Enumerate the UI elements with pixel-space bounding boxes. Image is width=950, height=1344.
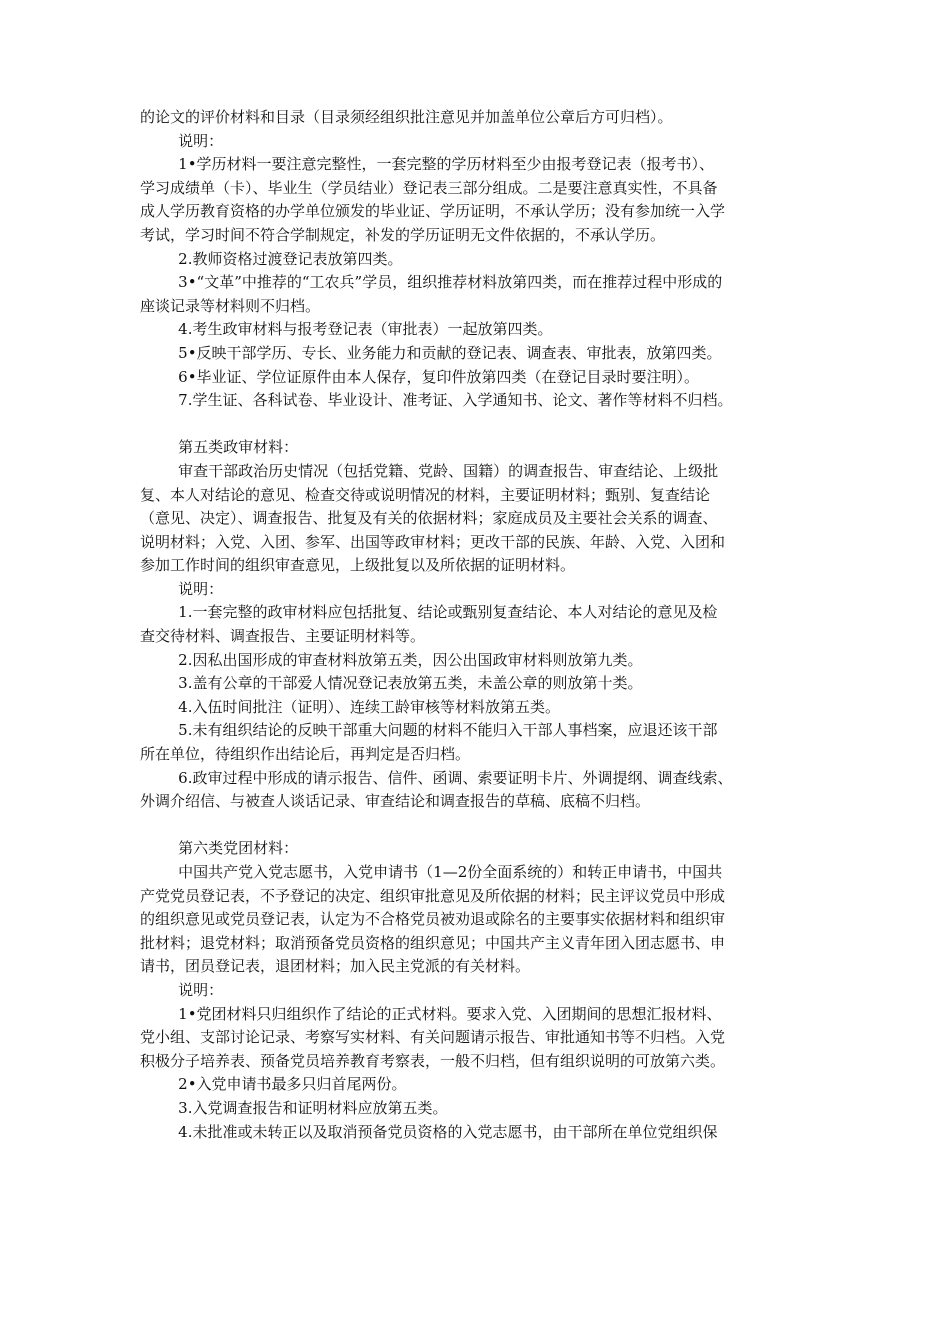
text-line: 3.入党调查报告和证明材料应放第五类。	[140, 1098, 448, 1117]
text-line: 2.教师资格过渡登记表放第四类。	[140, 249, 403, 268]
text-line: 座谈记录等材料则不归档。	[140, 296, 321, 315]
text-line: 产党党员登记表，不予登记的决定、组织审批意见及所依据的材料；民主评议党员中形成	[140, 886, 726, 905]
text-line: 复、本人对结论的意见、检查交待或说明情况的材料，主要证明材料；甄别、复查结论	[140, 485, 711, 504]
section-gap	[140, 814, 830, 838]
text-line: 5.未有组织结论的反映干部重大问题的材料不能归入干部人事档案，应退还该干部	[140, 721, 718, 740]
text-line: 第六类党团材料：	[140, 839, 299, 858]
section-gap	[140, 413, 830, 437]
text-line: 3•“文革”中推荐的“工农兵”学员，组织推荐材料放第四类，而在推荐过程中形成的	[140, 273, 723, 292]
text-line: 7.学生证、各科试卷、毕业设计、准考证、入学通知书、论文、著作等材料不归档。	[140, 391, 733, 410]
text-line: 所在单位，待组织作出结论后，再判定是否归档。	[140, 745, 471, 764]
text-line: 6•毕业证、学位证原件由本人保存，复印件放第四类（在登记目录时要注明）。	[140, 367, 700, 386]
text-line: （意见、决定）、调查报告、批复及有关的依据材料；家庭成员及主要社会关系的调查、	[140, 509, 718, 528]
document-page	[140, 106, 830, 1144]
text-line: 4.未批准或未转正以及取消预备党员资格的入党志愿书，由干部所在单位党组织保	[140, 1122, 718, 1141]
text-line: 中国共产党入党志愿书，入党申请书（1—2份全面系统的）和转正申请书，中国共	[140, 863, 723, 881]
text-line: 2•入党申请书最多只归首尾两份。	[140, 1075, 407, 1094]
text-line: 4.考生政审材料与报考登记表（审批表）一起放第四类。	[140, 320, 553, 339]
text-line: 说明：	[140, 980, 224, 999]
text-line: 说明材料；入党、入团、参军、出国等政审材料；更改干部的民族、年龄、入党、入团和	[140, 532, 726, 551]
text-line: 学习成绩单（卡）、毕业生（学员结业）登记表三部分组成。二是要注意真实性，不具备	[140, 178, 718, 197]
text-line: 5•反映干部学历、专长、业务能力和贡献的登记表、调查表、审批表，放第四类。	[140, 343, 722, 362]
text-line: 查交待材料、调查报告、主要证明材料等。	[140, 627, 426, 646]
text-line: 的论文的评价材料和目录（目录须经组织批注意见并加盖单位公章后方可归档）。	[140, 108, 673, 126]
text-line: 4.入伍时间批注（证明）、连续工龄审核等材料放第五类。	[140, 697, 560, 716]
political-review-section	[140, 436, 830, 814]
degree-materials-section	[140, 106, 830, 413]
text-line: 积极分子培养表、预备党员培养教育考察表，一般不归档，但有组织说明的可放第六类。	[140, 1051, 726, 1070]
text-line: 成人学历教育资格的办学单位颁发的毕业证、学历证明，不承认学历；没有参加统一入学	[140, 202, 726, 221]
text-line: 6.政审过程中形成的请示报告、信件、函调、索要证明卡片、外调提纲、调查线索、	[140, 768, 733, 787]
text-line: 3.盖有公章的干部爱人情况登记表放第五类，未盖公章的则放第十类。	[140, 674, 643, 693]
text-line: 第五类政审材料：	[140, 438, 299, 457]
text-line: 请书，团员登记表，退团材料；加入民主党派的有关材料。	[140, 957, 531, 976]
text-line: 的组织意见或党员登记表，认定为不合格党员被劝退或除名的主要事实依据材料和组织审	[140, 910, 726, 929]
text-line: 批材料；退党材料；取消预备党员资格的组织意见；中国共产主义青年团入团志愿书、申	[140, 933, 726, 952]
text-line: 2.因私出国形成的审查材料放第五类，因公出国政审材料则放第九类。	[140, 650, 643, 669]
text-line: 党小组、支部讨论记录、考察写实材料、有关问题请示报告、审批通知书等不归档。入党	[140, 1028, 726, 1047]
text-line: 1•学历材料一要注意完整性，一套完整的学历材料至少由报考登记表（报考书）、	[140, 155, 715, 174]
text-line: 审查干部政治历史情况（包括党籍、党龄、国籍）的调查报告、审查结论、上级批	[140, 461, 719, 480]
text-line: 考试，学习时间不符合学制规定，补发的学历证明无文件依据的，不承认学历。	[140, 225, 666, 244]
party-league-section	[140, 837, 830, 1144]
text-line: 1.一套完整的政审材料应包括批复、结论或甄别复查结论、本人对结论的意见及检	[140, 603, 718, 622]
text-line: 外调介绍信、与被查人谈话记录、审查结论和调查报告的草稿、底稿不归档。	[140, 792, 651, 811]
text-line: 参加工作时间的组织审查意见，上级批复以及所依据的证明材料。	[140, 556, 576, 575]
text-line: 说明：	[140, 131, 224, 150]
text-line: 1•党团材料只归组织作了结论的正式材料。要求入党、入团期间的思想汇报材料、	[140, 1004, 722, 1023]
text-line: 说明：	[140, 579, 224, 598]
